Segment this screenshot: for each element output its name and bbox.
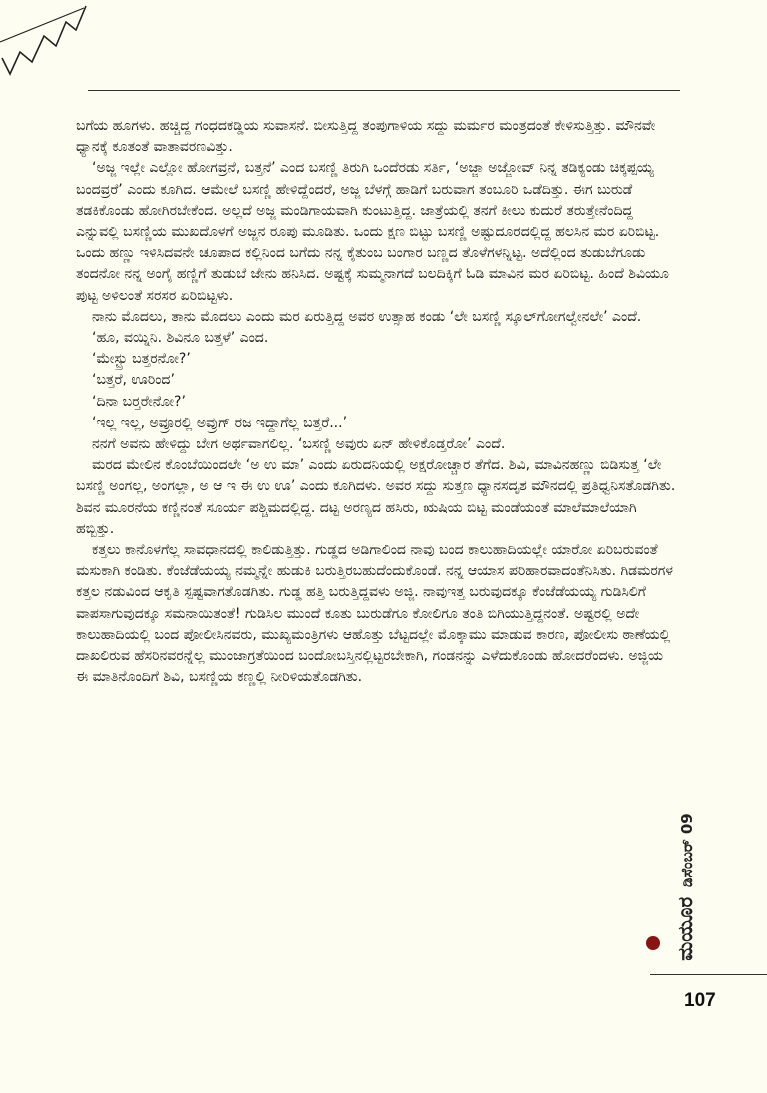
paragraph: ನಾನು ಮೊದಲು, ತಾನು ಮೊದಲು ಎಂದು ಮರ ಏರುತ್ತಿದ್ದ ಅವರ ಉತ್ಸಾಹ ಕಂಡು ‘ಲೇ ಬಸಣ್ಣಿ ಸ್ಕೂಲ್‌ಗೋಗಲ್ವೇನಲೇ’ ಎಂದೆ. [92,308,642,325]
decorative-scribble [0,0,100,80]
paragraph: ಬಗೆಯ ಹೂಗಳು. ಹಚ್ಚಿದ್ದ ಗಂಧದಕಡ್ಡಿಯ ಸುವಾಸನೆ. ಬೀಸುತ್ತಿದ್ದ ತಂಪುಗಾಳಿಯ ಸದ್ದು ಮರ್ಮರ ಮಂತ್ರದಂತೆ ಕೇಳಿಸುತ್ತಿತ್ತು. ಮೌನವೇ ಧ್ಯಾನಕ್ಕೆ ಕೂತಂತೆ ವಾತಾವರಣವಿತ್ತು. [76,118,656,156]
paragraph: ನನಗೆ ಅವನು ಹೇಳಿದ್ದು ಬೇಗ ಅರ್ಥವಾಗಲಿಲ್ಲ. ‘ಬಸಣ್ಣಿ ಅವುರು ಏನ್ ಹೇಳಿಕೊಡ್ತರೋ’ ಎಂದೆ. [92,436,506,453]
accent-dot [646,936,660,950]
issue-date: ಡಿಸೆಂಬರ್ 09 [678,813,696,887]
dialogue-line: ‘ದಿನಾ ಬರ್‍ತರೇನೋ?’ [92,393,186,410]
article-body [76,116,676,688]
dialogue-line: ‘ಹೂ, ವಯ್ನಿನಿ. ಶಿವಿನೂ ಬತ್ತಳೆ’ ಎಂದ. [92,330,269,347]
magazine-name: ಮಯೂರ [673,896,697,961]
page-number: 107 [684,990,716,1011]
paragraph: ‘ಅಜ್ಜ ಇಲ್ಲೇ ಎಲ್ಲೋ ಹೋಗವ್ರನೆ, ಬತ್ತನೆ’ ಎಂದ ಬಸಣ್ಣಿ ತಿರುಗಿ ಒಂದೆರಡು ಸರ್ತಿ, ‘ಅಜ್ಜಾ ಅಜ್ಜೋವ್ ನಿನ್ನ ತಡಿಕ್ಯಂಡು ಚಿಕ್ಕಪ್ಪಯ್ಯ ಬಂದವ್ರರೆ’ ಎಂದು ಕೂಗಿದ. ಆಮೇಲೆ ಬಸಣ್ಣಿ ಹೇಳಿದ್ದೆಂದರೆ, ಅಜ್ಜ ಬೆಳಗ್ಗೆ ಹಾಡಿಗೆ ಬರುವಾಗ ತಂಬೂರಿ ಒಡೆದಿತ್ತು. ಈಗ ಬುರುಡೆ ತಡಕಿಕೊಂಡು ಹೋಗಿರಬೇಕೆಂದ. ಅಲ್ಲದೆ ಅಜ್ಜ ಮಂಡಿಗಾಯವಾಗಿ ಕುಂಟುತ್ತಿದ್ದ. ಜಾತ್ರೆಯಲ್ಲಿ ತನಗೆ ಕೀಲು ಕುದುರೆ ತರುತ್ತೇನೆಂದಿದ್ದ ಎನ್ನುವಲ್ಲಿ ಬಸಣ್ಣಿಯ ಮುಖದೊಳಗೆ ಅಜ್ಜನ ರೂಪು ಮೂಡಿತು. ಒಂದು ಕ್ಷಣ ಬಿಟ್ಟು ಬಸಣ್ಣಿ ಅಷ್ಟುದೂರದಲ್ಲಿದ್ದ ಹಲಸಿನ ಮರ ಏರಿಬಿಟ್ಟ. ಒಂದು ಹಣ್ಣು ಇಳಿಸಿದವನೇ ಚೂಪಾದ ಕಲ್ಲಿನಿಂದ ಬಗೆದು ನನ್ನ ಕೈತುಂಬ ಬಂಗಾರ ಬಣ್ಣದ ತೊಳೆಗಳನ್ನಿಟ್ಟ. ಅದೆಲ್ಲಿಂದ ತುಡುಬೆಗೂಡು ತಂದನೋ ನನ್ನ ಅಂಗೈ ಹಣ್ಣಿಗೆ ತುಡುಬೆ ಜೇನು ಹನಿಸಿದ. ಅಷ್ಟಕ್ಕೆ ಸುಮ್ಮನಾಗದೆ ಬಲದಿಕ್ಕಿಗೆ ಓಡಿ ಮಾವಿನ ಮರ ಏರಿಬಿಟ್ಟ. ಹಿಂದೆ ಶಿವಿಯೂ ಪುಟ್ಟ ಅಳಿಲಂತೆ ಸರಸರ ಏರಿಬಿಟ್ಟಳು. [76,160,669,304]
dialogue-line: ‘ಬತ್ತರೆ, ಊರಿಂದ’ [92,372,175,389]
bottom-rule [650,974,767,975]
sidebar-magazine-label [674,796,696,978]
dialogue-line: ‘ಇಲ್ಲ ಇಲ್ಲ, ಅವ್ರೂರಲ್ಲಿ ಅವ್ರುಗ್ ರಜ ಇದ್ದಾಗೆಲ್ಲ ಬತ್ತರೆ...’ [92,414,348,431]
dialogue-line: ‘ಮೇಸ್ಟ್ರು ಬತ್ತರನೋ?’ [92,351,191,368]
top-rule [88,90,680,91]
paragraph: ಕತ್ತಲು ಕಾನೊಳಗೆಲ್ಲ ಸಾವಧಾನದಲ್ಲಿ ಕಾಲಿಡುತ್ತಿತ್ತು. ಗುಡ್ಡದ ಅಡಿಗಾಲಿಂದ ನಾವು ಬಂದ ಕಾಲುಹಾದಿಯಲ್ಲೇ ಯಾರೋ ಏರಿಬರುವಂತೆ ಮಸುಕಾಗಿ ಕಂಡಿತು. ಕೆಂಜೆಡೆಯಯ್ಯ ನಮ್ಮನ್ನೇ ಹುಡುಕಿ ಬರುತ್ತಿರಬಹುದೆಂದುಕೊಂಡೆ. ನನ್ನ ಆಯಾಸ ಪರಿಹಾರವಾದಂತೆನಿಸಿತು. ಗಿಡಮರಗಳ ಕತ್ತಲ ನಡುವಿಂದ ಆಕೃತಿ ಸ್ಪಷ್ಟವಾಗತೊಡಗಿತು. ಗುಡ್ಡ ಹತ್ತಿ ಬರುತ್ತಿದ್ದವಳು ಅಜ್ಜಿ. ನಾವುಇತ್ತ ಬರುವುದಕ್ಕೂ ಕೆಂಜೆಡೆಯಯ್ಯ ಗುಡಿಸಿಲಿಗೆ ವಾಪಸಾಗುವುದಕ್ಕೂ ಸಮನಾಯಿತಂತೆ! ಗುಡಿಸಿಲ ಮುಂದೆ ಕೂತು ಬುರುಡೆಗೂ ಕೋಲಿಗೂ ತಂತಿ ಬಿಗಿಯುತ್ತಿದ್ದನಂತೆ. ಅಷ್ಟರಲ್ಲಿ ಅದೇ ಕಾಲುಹಾದಿಯಲ್ಲಿ ಬಂದ ಪೋಲೀಸಿನವರು, ಮುಖ್ಯಮಂತ್ರಿಗಳು ಆಹೊತ್ತು ಬೆಟ್ಟದಲ್ಲೇ ಮೊಕ್ಕಾಮು ಮಾಡುವ ಕಾರಣ, ಪೋಲೀಸು ಠಾಣೆಯಲ್ಲಿ ದಾಖಲಿರುವ ಹೆಸರಿನವರನ್ನೆಲ್ಲ ಮುಂಜಾಗ್ರತೆಯಿಂದ ಬಂದೋಬಸ್ತಿನಲ್ಲಿಟ್ಟರಬೇಕಾಗಿ, ಗಂಡನನ್ನು ಎಳೆದುಕೊಂಡು ಹೋದರೆಂದಳು. ಅಜ್ಜಿಯ ಈ ಮಾತಿನೊಂದಿಗೆ ಶಿವಿ, ಬಸಣ್ಣಿಯ ಕಣ್ಣಲ್ಲಿ ನೀರಿಳಿಯತೊಡಗಿತು. [76,542,673,686]
paragraph: ಮರದ ಮೇಲಿನ ಕೊಂಬೆಯಿಂದಲೇ ‘ಅ ಉ ಮಾ’ ಎಂದು ಏರುದನಿಯಲ್ಲಿ ಅಕ್ಷರೋಚ್ಚಾರ ತೆಗೆದ. ಶಿವಿ, ಮಾವಿನಹಣ್ಣು ಬಿಡಿಸುತ್ತ ‘ಲೇ ಬಸಣ್ಣಿ ಅಂಗಲ್ಲ, ಅಂಗಲ್ಲಾ, ಅ ಆ ಇ ಈ ಉ ಊ’ ಎಂದು ಕೂಗಿದಳು. ಅವರ ಸದ್ದು ಸುತ್ತಣ ಧ್ಯಾನಸದೃಶ ಮೌನದಲ್ಲಿ ಪ್ರತಿಧ್ವನಿಸತೊಡಗಿತು. ಶಿವನ ಮೂರನೆಯ ಕಣ್ಣಿನಂತೆ ಸೂರ್ಯ ಪಶ್ಚಿಮದಲ್ಲಿದ್ದ. ದಟ್ಟ ಅರಣ್ಯದ ಹಸಿರು, ಋಷಿಯ ಬಿಟ್ಟ ಮಂಡೆಯಂತೆ ಮಾಲೆಮಾಲೆಯಾಗಿ ಹಬ್ಬಿತ್ತು. [76,457,676,537]
